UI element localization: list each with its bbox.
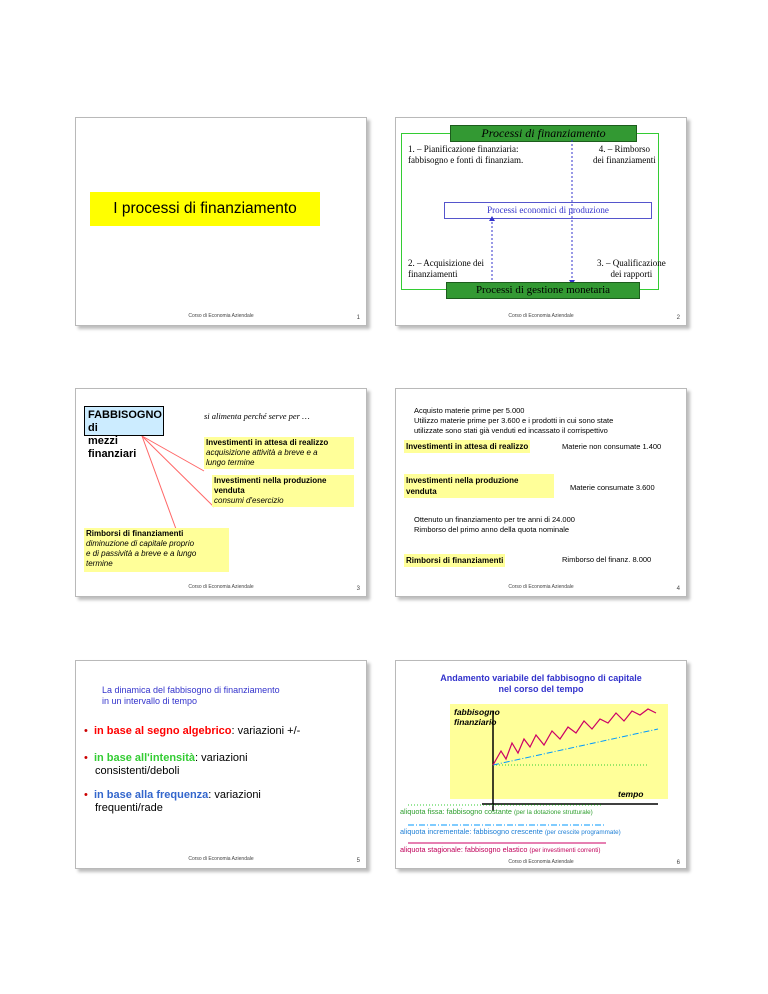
bullet-3 [84,789,261,815]
purchase-line3: utilizzate sono stati già venduti ed incassato il corrispettivo [414,426,608,435]
note-repayment: Rimborso del finanz. 8.000 [562,555,652,564]
slide-title: I processi di finanziamento [113,200,297,217]
monetary-process-bar: Processi di gestione monetaria [446,282,640,299]
step-3-line2: dei rapporti [610,269,653,279]
page-number: 6 [676,860,680,866]
footer: Corso di Economia Aziendale [188,313,254,319]
slide-2 [395,117,687,326]
title-line2: in un intervallo di tempo [102,696,198,706]
legend-fixed-text: aliquota fissa: fabbisogno costante [400,807,512,816]
page-number: 3 [356,586,360,592]
step-3-line1: 3. – Qualificazione [597,258,666,268]
loan-text [414,515,575,535]
slide-title [102,685,280,707]
legend-incremental-note: (per crescite programmate) [544,829,621,836]
invest-produzione-line3: consumi d'esercizio [214,496,284,505]
page-number: 5 [356,858,360,864]
legend-fixed [400,807,593,816]
rimborsi-line1: diminuzione di capitale proprio [86,539,195,548]
footer: Corso di Economia Aziendale [508,584,574,590]
y-label-line2: finanziario [454,717,497,727]
fabbisogno-line2: mezzi finanziari [88,435,137,460]
bullet-3-key: in base alla frequenza [93,789,209,801]
slide-5 [75,660,367,869]
purchase-line2: Utilizzo materie prime per 3.600 e i prodotti in cui sono state [414,416,614,425]
slide-1 [75,117,367,326]
slide-3 [75,388,367,597]
step-4-line2: dei finanziamenti [593,155,656,165]
bullet-2-rest-l1: : variazioni [195,752,248,764]
page-number: 4 [676,586,680,592]
footer: Corso di Economia Aziendale [188,856,254,862]
page-number: 1 [356,315,360,321]
invest-produzione-line2: venduta [214,486,245,495]
purchase-line1: Acquisto materie prime per 5.000 [414,406,525,415]
rimborsi-line3: termine [86,559,113,568]
bullet-1 [84,725,300,738]
step-2-line1: 2. – Acquisizione dei [408,258,484,268]
bullet-2-rest-l2: consistenti/deboli [95,765,180,777]
legend-fixed-note: (per la dotazione strutturale) [514,809,593,816]
title-line1: Andamento variabile del fabbisogno di capitale [440,673,642,683]
invest-produzione-box [404,474,554,498]
invest-realizzo-title: Investimenti in attesa di realizzo [206,438,329,447]
y-label-line1: fabbisogno [454,707,500,717]
bullet-dot: • [84,789,94,801]
step-1-line2: fabbisogno e fonti di finanziam. [408,155,524,165]
x-label: tempo [618,789,644,799]
invest-realizzo-box [204,437,354,469]
bullet-1-rest: : variazioni +/- [231,725,301,737]
loan-line1: Ottenuto un finanziamento per tre anni di 24.000 [414,515,575,524]
bullet-2-key: in base all'intensità [93,752,196,764]
legend-seasonal [400,845,600,854]
legend-incremental-text: aliquota incrementale: fabbisogno crescente [400,827,543,836]
bullet-2 [84,752,248,778]
diagram-title: Processi di finanziamento [450,125,637,142]
title-line1: La dinamica del fabbisogno di finanziamento [102,685,280,695]
footer: Corso di Economia Aziendale [508,313,574,319]
rimborsi-line2: e di passività a breve e a lungo [86,549,197,558]
fabbisogno-box [84,406,164,460]
fabbisogno-line1: FABBISOGNO di [88,409,162,434]
slide-6 [395,660,687,869]
invest-realizzo-box: Investimenti in attesa di realizzo [406,442,529,451]
invest-produzione-box [212,475,354,507]
loan-line2: Rimborso del primo anno della quota nominale [414,525,570,534]
rimborsi-box: Rimborsi di finanziamenti [406,556,504,565]
economic-process-box: Processi economici di produzione [444,202,652,219]
title-line2: nel corso del tempo [498,684,584,694]
legend-lines [396,661,688,870]
invest-realizzo-line1: acquisizione attività a breve e a [206,448,318,457]
slide-4 [395,388,687,597]
step-1-line1: 1. – Pianificazione finanziaria: [408,144,519,154]
bullet-3-rest-l1: : variazioni [208,789,261,801]
bullet-3-rest-l2: frequenti/rade [95,802,163,814]
invest-produzione-line1: Investimenti nella produzione [406,476,519,485]
purchase-text [414,406,613,436]
footer: Corso di Economia Aziendale [508,859,574,865]
step-4-line1: 4. – Rimborso [598,144,650,154]
rimborsi-box [84,528,229,572]
bullet-1-key: in base al segno algebrico [93,725,232,737]
step-3 [597,258,666,280]
bullet-dot: • [84,752,94,764]
legend-seasonal-note: (per investimenti correnti) [529,847,601,854]
step-2-line2: finanziamenti [408,269,458,279]
intro-text: si alimenta perché serve per … [204,411,310,421]
legend-incremental [400,827,621,836]
note-used-materials: Materie consumate 3.600 [570,483,655,492]
invest-produzione-line2: venduta [406,487,437,496]
footer: Corso di Economia Aziendale [188,584,254,590]
legend-seasonal-text: aliquota stagionale: fabbisogno elastico [400,845,528,854]
bullet-dot: • [84,725,94,737]
invest-realizzo-line2: lungo termine [206,458,255,467]
page-number: 2 [676,315,680,321]
rimborsi-title: Rimborsi di finanziamenti [86,529,184,538]
note-unused-materials: Materie non consumate 1.400 [562,442,662,451]
step-2 [408,258,484,280]
invest-produzione-line1: Investimenti nella produzione [214,476,327,485]
